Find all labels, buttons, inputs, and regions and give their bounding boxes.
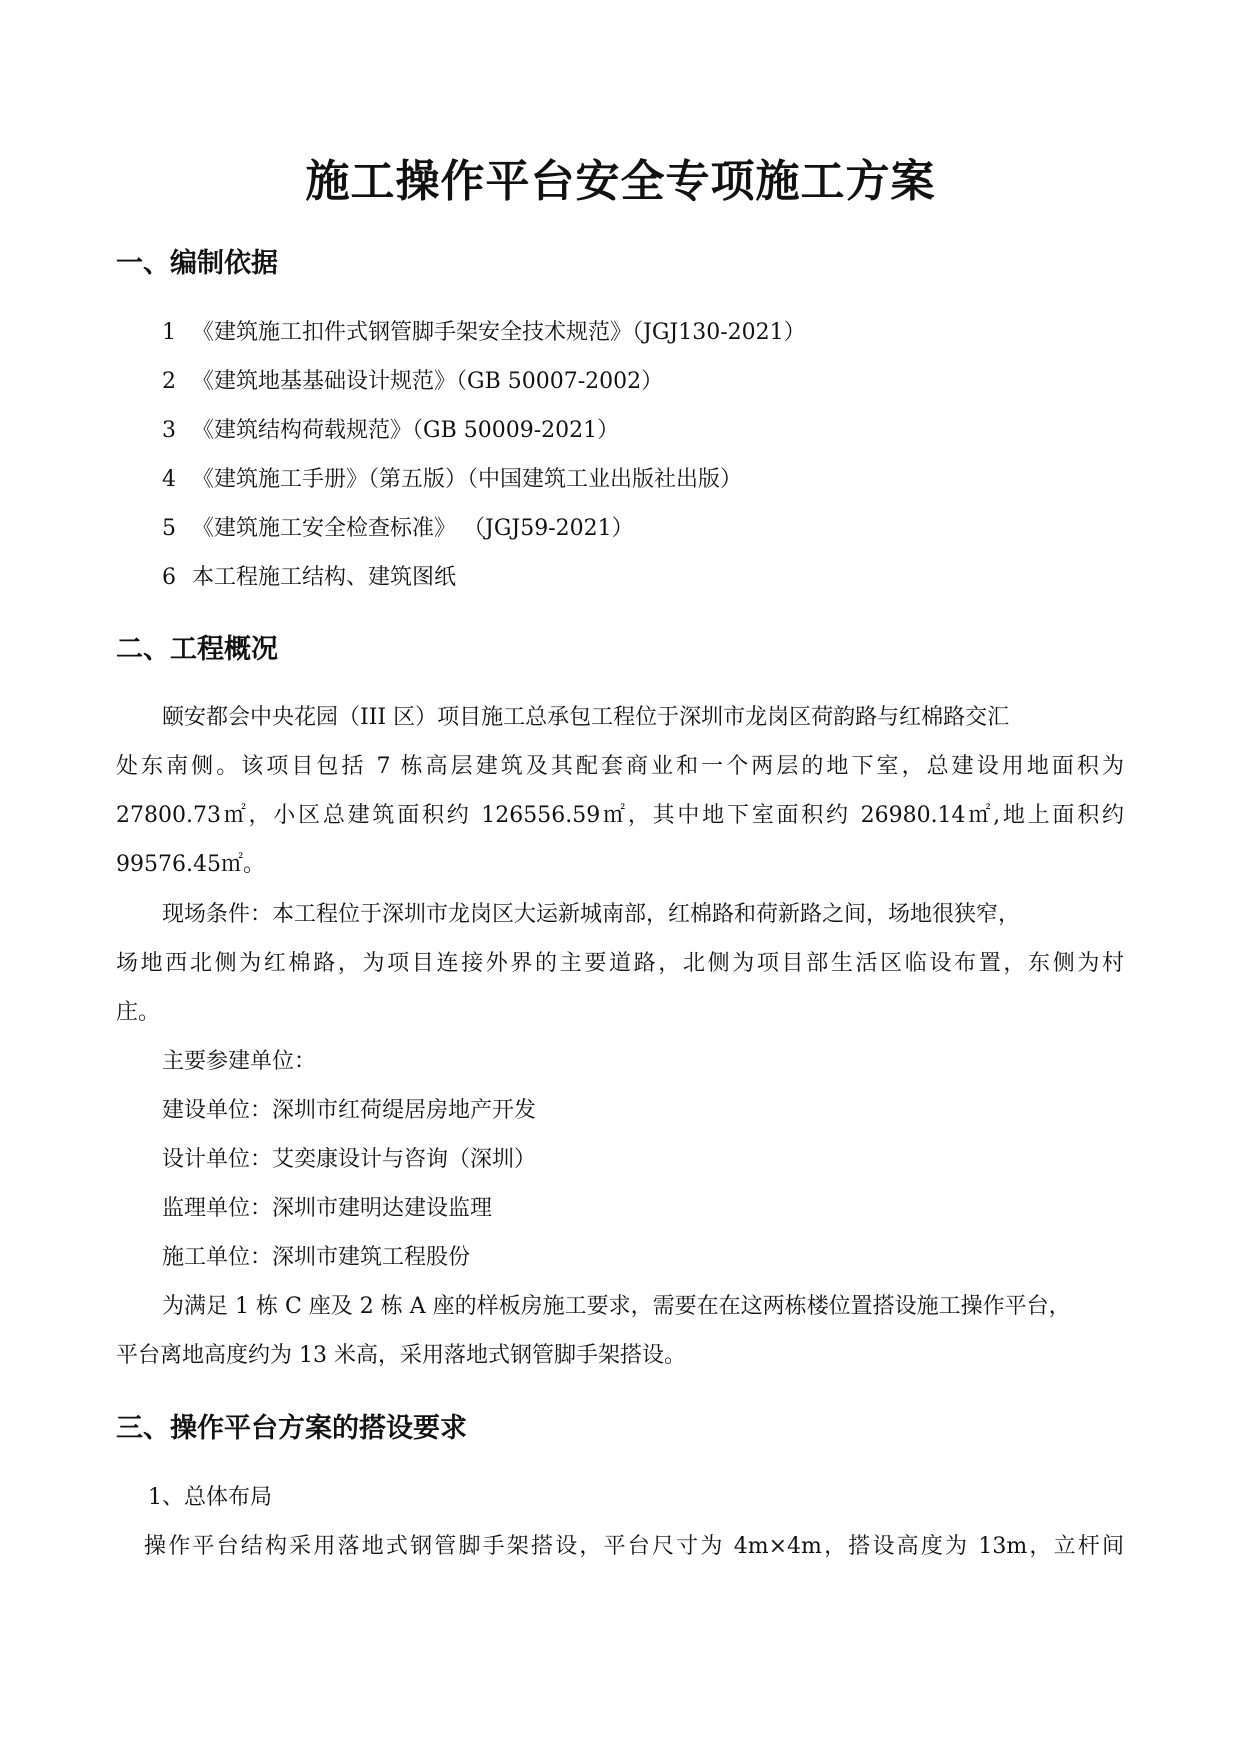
section-heading-overview: 二、工程概况 (116, 634, 278, 665)
reference-text: 《建筑施工安全检查标准》 （JGJ59-2021） (192, 516, 634, 541)
document-title: 施工操作平台安全专项施工方案 (305, 156, 936, 207)
overview-para1-line: 处东南侧。该项目包括 7 栋高层建筑及其配套商业和一个两层的地下室，总建设用地面积为 (116, 754, 1124, 779)
unit-item: 施工单位：深圳市建筑工程股份 (162, 1245, 471, 1270)
unit-item: 建设单位：深圳市红荷缇居房地产开发 (162, 1098, 537, 1123)
section-heading-requirements: 三、操作平台方案的搭设要求 (116, 1413, 467, 1444)
overview-para1-line: 颐安都会中央花园（III 区）项目施工总承包工程位于深圳市龙岗区荷韵路与红棉路交汇 (162, 705, 1010, 730)
reference-item (162, 561, 456, 595)
reference-text: 《建筑施工扣件式钢管脚手架安全技术规范》（JGJ130-2021） (192, 320, 806, 345)
reference-number: 5 (162, 516, 176, 541)
reference-number: 4 (162, 467, 176, 492)
participating-units-intro: 主要参建单位： (162, 1049, 317, 1074)
reference-item (162, 316, 806, 350)
reference-text: 《建筑结构荷载规范》（GB 50009-2021） (192, 418, 620, 443)
reference-text: 《建筑施工手册》（第五版）（中国建筑工业出版社出版） (192, 467, 743, 492)
reference-number: 2 (162, 369, 176, 394)
reference-item (162, 463, 742, 497)
layout-paragraph-line: 操作平台结构采用落地式钢管脚手架搭设，平台尺寸为 4m×4m，搭设高度为 13m，立杆间 (144, 1534, 1124, 1559)
unit-item: 监理单位：深圳市建明达建设监理 (162, 1196, 493, 1221)
overview-para3-line: 为满足 1 栋 C 座及 2 栋 A 座的样板房施工要求，需要在在这两栋楼位置搭设施工操作平台， (162, 1294, 1071, 1319)
reference-number: 6 (162, 565, 176, 590)
section-heading-basis: 一、编制依据 (116, 248, 278, 279)
unit-item: 设计单位：艾奕康设计与咨询（深圳） (162, 1147, 537, 1172)
overview-para3-line: 平台离地高度约为 13 米高，采用落地式钢管脚手架搭设。 (116, 1343, 686, 1368)
overview-para1-line: 27800.73㎡，小区总建筑面积约 126556.59㎡，其中地下室面积约 26980.14㎡,地上面积约 (116, 803, 1124, 828)
reference-text: 《建筑地基基础设计规范》（GB 50007-2002） (192, 369, 664, 394)
reference-item (162, 365, 663, 399)
reference-number: 3 (162, 418, 176, 443)
overview-para1-line: 99576.45㎡。 (116, 852, 265, 877)
site-conditions-line: 场地西北侧为红棉路，为项目连接外界的主要道路，北侧为项目部生活区临设布置，东侧为村 (116, 951, 1124, 976)
reference-text: 本工程施工结构、建筑图纸 (192, 565, 457, 590)
reference-item (162, 414, 619, 448)
site-conditions-line: 现场条件：本工程位于深圳市龙岗区大运新城南部，红棉路和荷新路之间，场地很狭窄， (162, 902, 1021, 927)
reference-item (162, 512, 634, 546)
reference-number: 1 (162, 320, 176, 345)
site-conditions-line: 庄。 (116, 1000, 161, 1025)
subsection-heading-layout: 1、总体布局 (148, 1485, 272, 1510)
